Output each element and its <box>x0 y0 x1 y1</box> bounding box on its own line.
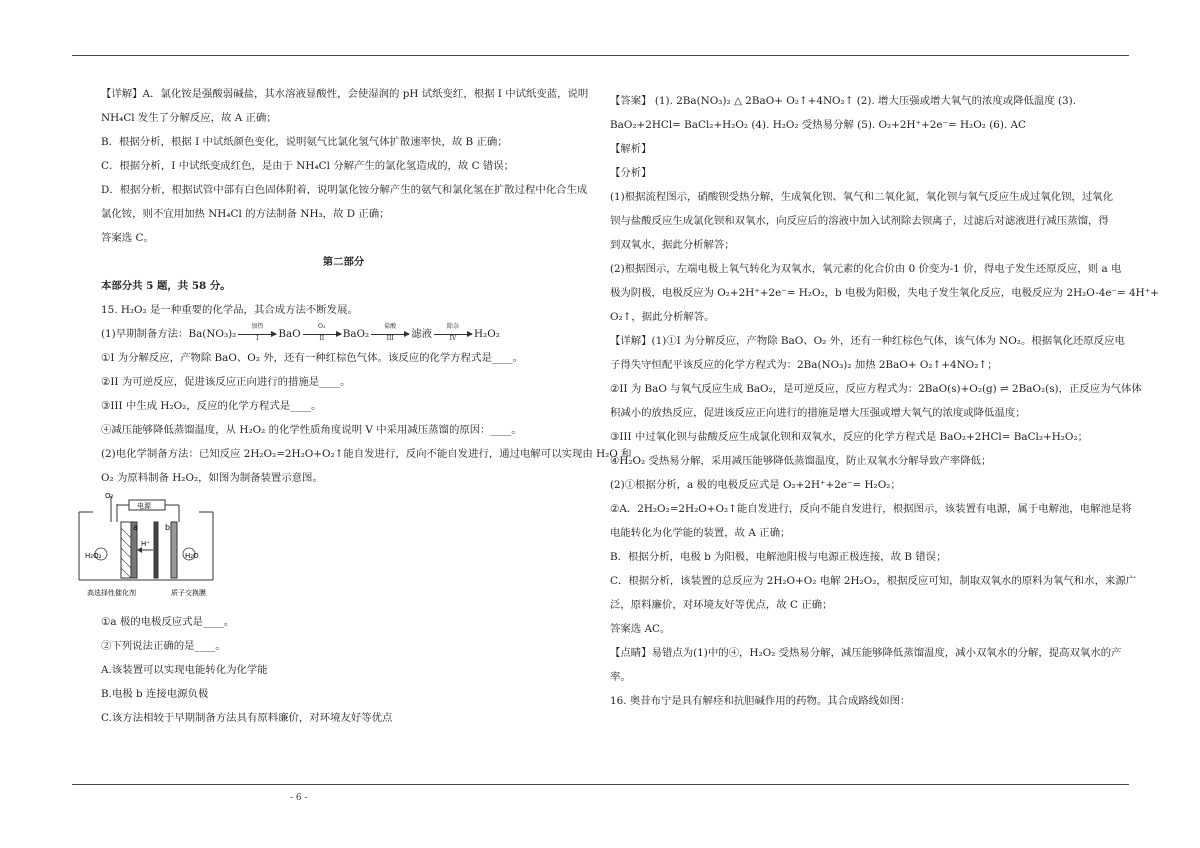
header-rule <box>72 55 1129 56</box>
detail-line: NH₄Cl 发生了分解反应，故 A 正确； <box>101 112 277 124</box>
route-species: 滤液 <box>411 328 432 340</box>
route-species: BaO <box>278 328 301 340</box>
analysis-line: B．根据分析，电极 b 为阳极，电解池阳极与电源正极连接，故 B 错误； <box>610 551 947 563</box>
o2-label: O₂ <box>105 492 114 500</box>
detail-line: B．根据分析，根据 I 中试纸颜色变化，说明氨气比氯化氢气体扩散速率快，故 B 正确； <box>101 136 508 148</box>
route-arrow <box>371 323 409 342</box>
detail-line: 【详解】A．氯化铵是强酸弱碱盐，其水溶液显酸性，会使湿润的 pH 试纸变红，根据 I 中试纸变蓝，说明 <box>101 88 589 100</box>
analysis-line: 【详解】(1)①I 为分解反应，产物除 BaO、O₂ 外，还有一种红棕色气体，该气体为 NO₂。根据氧化还原反应电 <box>610 335 1125 347</box>
route-arrow <box>238 323 276 342</box>
analysis-line: (1)根据流程图示，硝酸钡受热分解，生成氧化钡、氧气和二氧化氮，氧化钡与氧气反应生成过氧化钡，过氧化 <box>610 191 1114 203</box>
question-line: (2)电化学制备方法：已知反应 2H₂O₂=2H₂O+O₂↑能自发进行，反向不能自发进行，通过电解可以实现由 H₂O 和 <box>101 448 632 460</box>
proton-label: H⁺ <box>141 540 150 548</box>
catalyst-label: 高选择性催化剂 <box>87 589 136 597</box>
question-15-intro: 15. H₂O₂ 是一种重要的化学品，其合成方法不断发展。 <box>101 304 358 316</box>
analysis-line: C．根据分析，该装置的总反应为 2H₂O+O₂ 电解 2H₂O₂，根据反应可知，制取双氧水的原料为氧气和水，来源广 <box>610 575 1137 587</box>
section-note: 本部分共 5 题，共 58 分。 <box>101 280 231 292</box>
h2o-label: H₂O <box>185 552 199 560</box>
analysis-line: 泛，原料廉价，对环境友好等优点，故 C 正确； <box>610 599 833 611</box>
analysis-line: ②A．2H₂O₂=2H₂O+O₂↑能自发进行，反向不能自发进行，根据图示，该装置有电源，属于电解池，电解池是将 <box>610 503 1132 515</box>
analysis-line: 【分析】 <box>610 167 652 179</box>
route-arrow <box>303 323 341 342</box>
option-line: C.该方法相较于早期制备方法具有原料廉价，对环境友好等优点 <box>101 712 393 724</box>
analysis-line: 钡与盐酸反应生成氯化钡和双氧水，向反应后的溶液中加入试剂除去钡离子，过滤后对滤液进行减压蒸馏，得 <box>610 215 1109 227</box>
section-title: 第二部分 <box>322 256 365 268</box>
power-source-label: 电源 <box>137 502 151 510</box>
route-species: BaO₂ <box>342 328 370 340</box>
option-line: B.电极 b 连接电源负极 <box>101 688 209 700</box>
right-column <box>610 89 1159 713</box>
detail-line: D．根据分析，根据试管中部有白色固体附着，说明氯化铵分解产生的氨气和氯化氢在扩散过程中化合生成 <box>101 184 588 196</box>
answer-line: BaO₂+2HCl= BaCl₂+H₂O₂ (4). H₂O₂ 受热易分解 (5). O₂+2H⁺+2e⁻= H₂O₂ (6). AC <box>610 119 1026 131</box>
analysis-line: 极为阴极，电极反应为 O₂+2H⁺+2e⁻= H₂O₂，b 电极为阳极，失电子发生氧化反应，电极反应为 2H₂O-4e⁻= 4H⁺+ <box>610 287 1159 299</box>
electrolysis-diagram <box>71 492 231 610</box>
route-step-number: IV <box>449 335 457 342</box>
h2o2-label: H₂O₂ <box>85 552 102 560</box>
analysis-line: 率。 <box>610 671 631 683</box>
analysis-line: 子得失守恒配平该反应的化学方程式为：2Ba(NO₃)₂ 加热 2BaO+ O₂↑+4NO₂↑； <box>610 359 998 371</box>
route-condition: O₂ <box>318 323 326 330</box>
analysis-line: (2)根据图示，左端电极上氧气转化为双氧水，氧元素的化合价由 0 价变为-1 价，得电子发生还原反应，则 a 电 <box>610 263 1122 275</box>
question-line: ④减压能够降低蒸馏温度，从 H₂O₂ 的化学性质角度说明 V 中采用减压蒸馏的原因：____。 <box>101 424 522 436</box>
page-number: - 6 - <box>290 793 308 803</box>
analysis-line: 【解析】 <box>610 143 652 155</box>
analysis-line: 答案选 AC。 <box>610 623 671 635</box>
route-species: Ba(NO₃)₂ <box>188 328 237 340</box>
analysis-line: ②II 为 BaO 与氧气反应生成 BaO₂，是可逆反应，反应方程式为：2BaO(s)+O₂(g) ⇌ 2BaO₂(s)，正反应为气体体 <box>610 383 1142 395</box>
route-step-number: II <box>319 335 325 342</box>
question-line: ①a 极的电极反应式是____。 <box>101 616 235 628</box>
analysis-line: (2)①根据分析，a 极的电极反应式是 O₂+2H⁺+2e⁻= H₂O₂； <box>610 479 901 491</box>
question-line: ①I 为分解反应，产物除 BaO、O₂ 外，还有一种红棕色气体。该反应的化学方程式是____。 <box>101 352 524 364</box>
analysis-line: 积减小的放热反应，促进该反应正向进行的措施是增大压强或增大氧气的浓度或降低温度； <box>610 407 1026 419</box>
question-line: O₂ 为原料制备 H₂O₂，如图为制备装置示意图。 <box>101 472 323 484</box>
detail-line: 答案选 C。 <box>101 232 154 244</box>
question-line: ②下列说法正确的是____。 <box>101 640 226 652</box>
route-condition: 除杂 <box>446 323 459 330</box>
question-16-intro: 16. 奥昔布宁是具有解痉和抗胆碱作用的药物。其合成路线如图： <box>610 695 911 707</box>
analysis-line: 电能转化为化学能的装置，故 A 正确； <box>610 527 791 539</box>
footer-rule <box>72 784 1129 785</box>
question-line: ③III 中生成 H₂O₂，反应的化学方程式是____。 <box>101 400 322 412</box>
detail-line: 氯化铵，则不宜用加热 NH₄Cl 的方法制备 NH₃，故 D 正确； <box>101 208 390 220</box>
analysis-line: ③III 中过氧化钡与盐酸反应生成氯化钡和双氧水，反应的化学方程式是 BaO₂+2HCl= BaCl₂+H₂O₂； <box>610 431 1089 443</box>
route-step-number: I <box>256 335 259 342</box>
analysis-line: ④H₂O₂ 受热易分解，采用减压能够降低蒸馏温度，防止双氧水分解导致产率降低； <box>610 455 992 467</box>
route-step-number: III <box>386 335 394 342</box>
analysis-line: 到双氧水，据此分析解答； <box>610 239 735 251</box>
route-species: H₂O₂ <box>474 328 500 340</box>
membrane-label: 质子交换膜 <box>171 589 206 597</box>
route-prefix: (1)早期制备方法： <box>101 328 189 340</box>
question-line: ②II 为可逆反应，促进该反应正向进行的措施是____。 <box>101 376 351 388</box>
answer-line: 【答案】 (1). 2Ba(NO₃)₂ △ 2BaO+ O₂↑+4NO₂↑ (2). 增大压强或增大氧气的浓度或降低温度 (3). <box>610 95 1077 107</box>
route-arrow <box>434 323 472 342</box>
electrode-b-label: b <box>165 523 171 532</box>
detail-line: C．根据分析，I 中试纸变成红色，是由于 NH₄Cl 分解产生的氯化氢造成的，故 C 错误； <box>101 160 514 172</box>
electrode-a-label: a <box>133 523 138 532</box>
route-condition: 加热 <box>251 323 264 330</box>
option-line: A.该装置可以实现电能转化为化学能 <box>101 664 268 676</box>
route-condition: 盐酸 <box>384 323 397 330</box>
analysis-line: O₂↑，据此分析解答。 <box>610 311 715 323</box>
analysis-line: 【点睛】易错点为(1)中的④，H₂O₂ 受热易分解，减压能够降低蒸馏温度，减小双氧水的分解，提高双氧水的产 <box>610 647 1122 659</box>
synthesis-route <box>101 322 586 346</box>
